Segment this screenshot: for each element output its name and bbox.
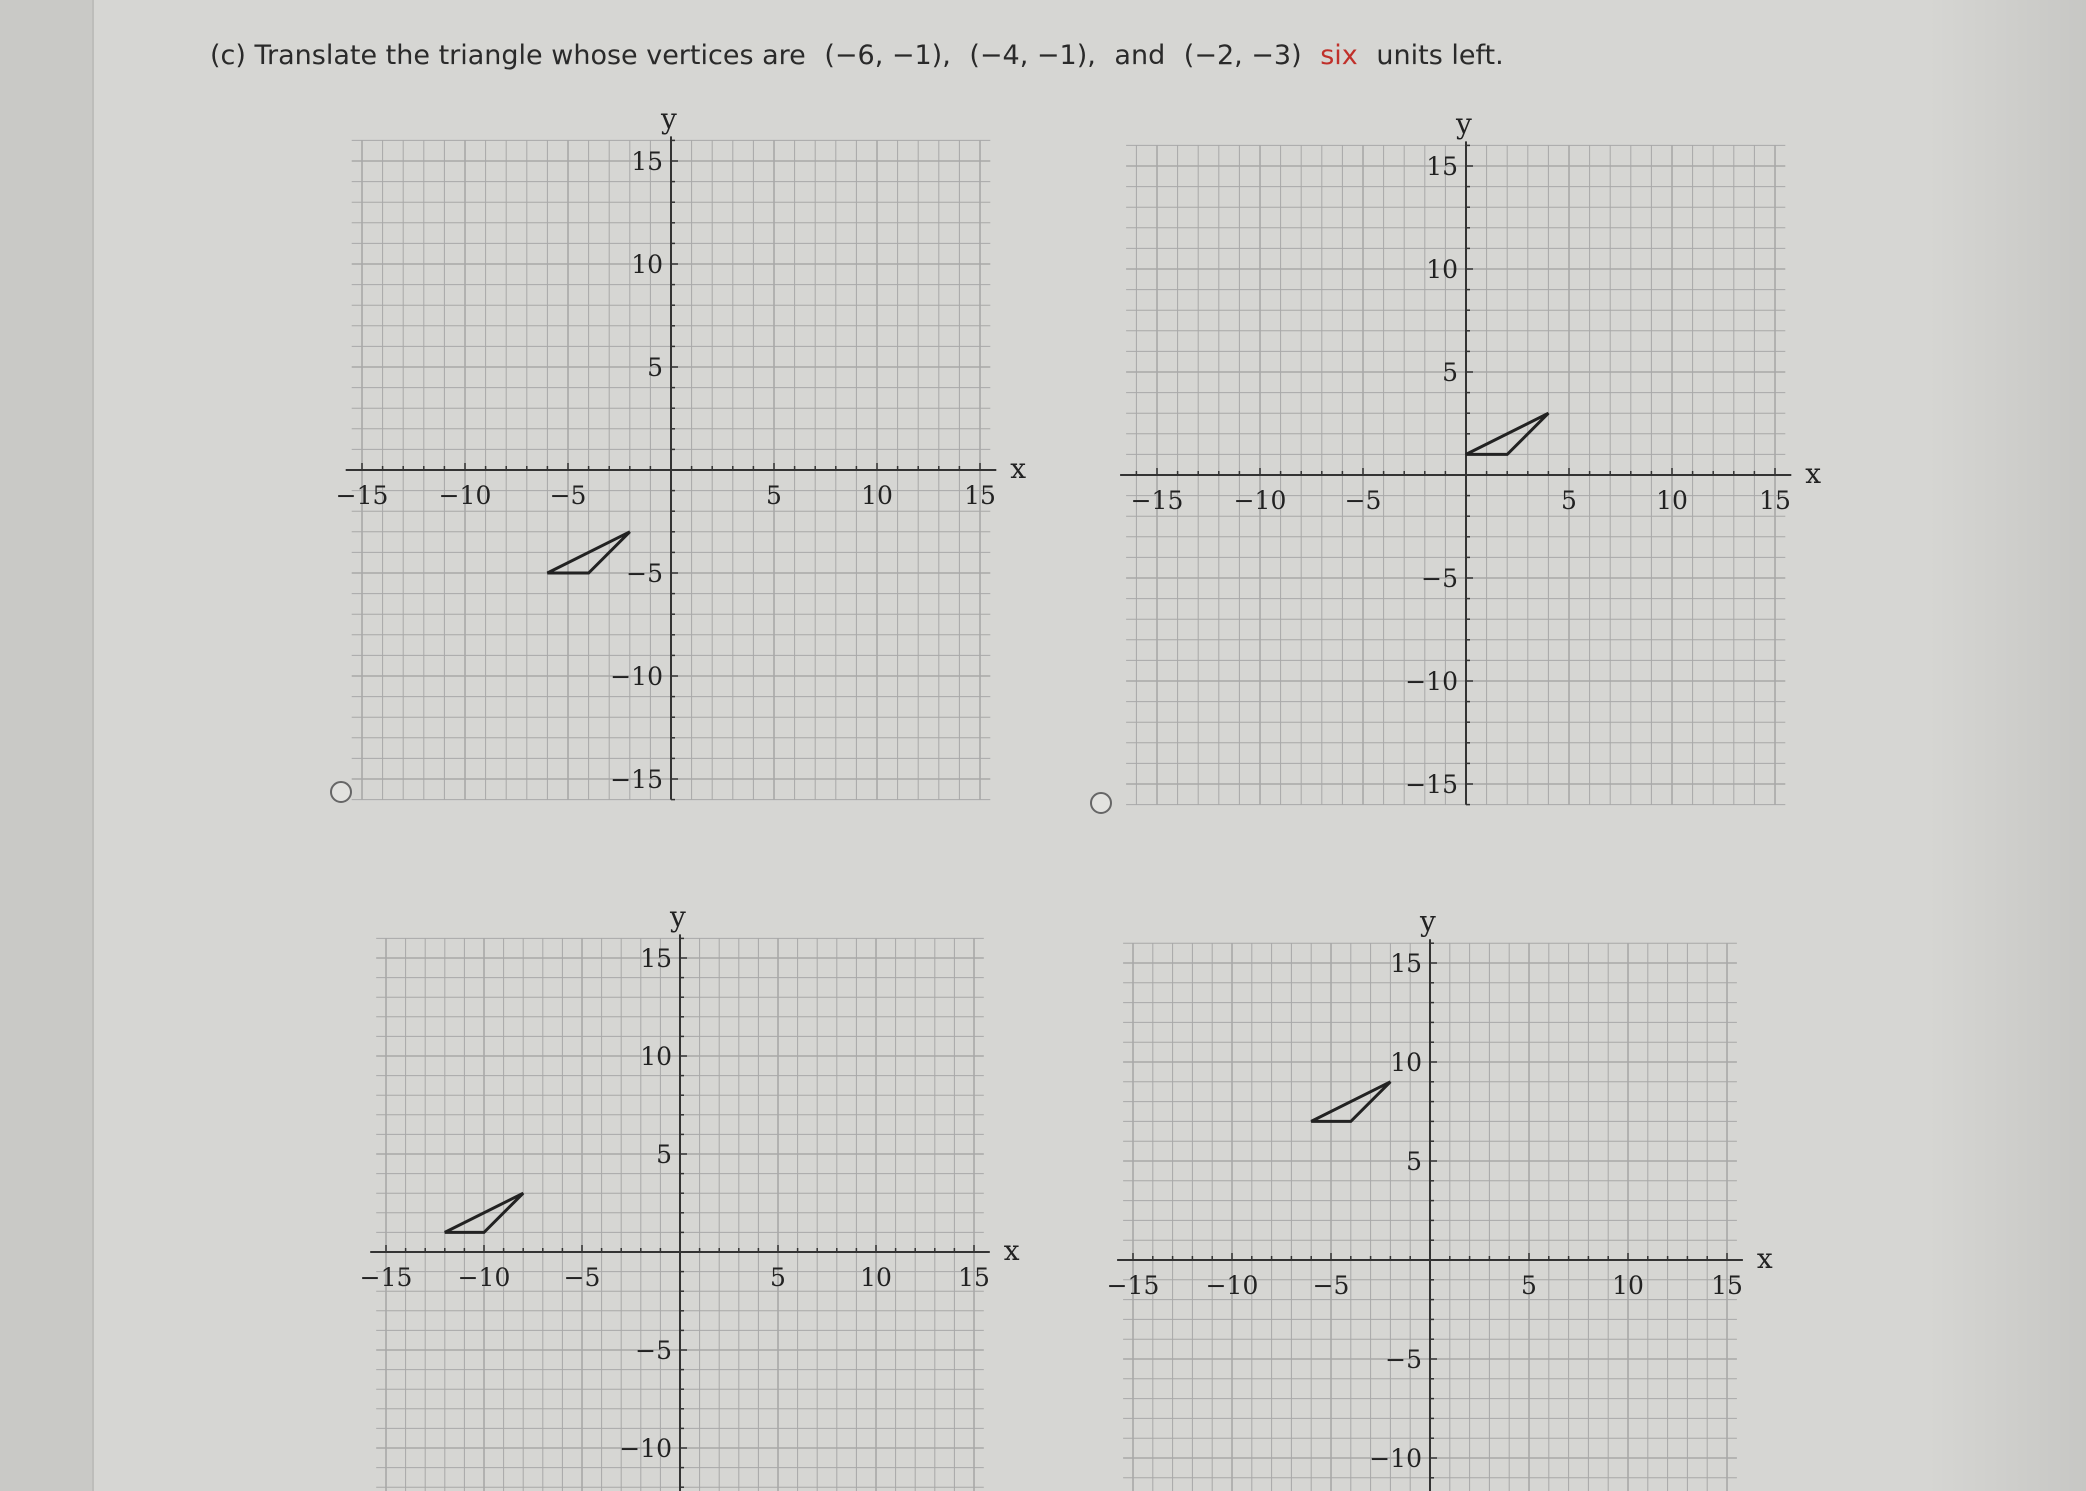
y-tick-label: −10 bbox=[1369, 1444, 1422, 1473]
x-tick-label: 5 bbox=[770, 1263, 786, 1292]
x-tick-label: 15 bbox=[1711, 1271, 1743, 1300]
x-tick-label: 10 bbox=[1612, 1271, 1644, 1300]
x-tick-label: 5 bbox=[1561, 486, 1577, 515]
option-b-graph bbox=[1115, 85, 1835, 825]
y-tick-label: −5 bbox=[626, 559, 663, 588]
vertex-3: (−2, −3) bbox=[1183, 40, 1302, 71]
x-axis-label: x bbox=[1003, 1234, 1020, 1267]
y-tick-label: −5 bbox=[635, 1336, 672, 1365]
question-text bbox=[210, 40, 1514, 71]
x-tick-label: 5 bbox=[1521, 1271, 1537, 1300]
y-tick-label: 10 bbox=[631, 250, 663, 279]
y-axis-label: y bbox=[661, 102, 677, 136]
vertex-2: (−4, −1), bbox=[969, 40, 1096, 71]
question-conjunction: and bbox=[1114, 40, 1166, 71]
option-b-radio[interactable] bbox=[1090, 792, 1112, 814]
y-tick-label: 15 bbox=[1426, 152, 1458, 181]
y-tick-label: 5 bbox=[647, 353, 663, 382]
x-tick-label: −5 bbox=[1344, 486, 1382, 515]
y-tick-label: −10 bbox=[1405, 667, 1458, 696]
option-d-graph bbox=[1100, 905, 1780, 1491]
y-tick-label: −15 bbox=[610, 765, 663, 794]
y-tick-label: 5 bbox=[1406, 1147, 1422, 1176]
x-tick-label: −5 bbox=[1312, 1271, 1350, 1300]
x-tick-label: −10 bbox=[438, 481, 492, 510]
y-axis-label: y bbox=[670, 900, 686, 934]
x-axis-label: x bbox=[1010, 452, 1027, 485]
y-tick-label: 15 bbox=[631, 147, 663, 176]
y-tick-label: 10 bbox=[1426, 255, 1458, 284]
x-tick-label: 10 bbox=[860, 1263, 892, 1292]
x-tick-label: 5 bbox=[766, 481, 782, 510]
y-axis-label: y bbox=[1420, 905, 1436, 939]
y-tick-label: −10 bbox=[619, 1434, 672, 1463]
vertex-1: (−6, −1), bbox=[824, 40, 951, 71]
y-axis-label: y bbox=[1456, 107, 1472, 141]
x-tick-label: −15 bbox=[1130, 486, 1184, 515]
x-tick-label: 15 bbox=[958, 1263, 990, 1292]
x-axis-label: x bbox=[1756, 1242, 1773, 1275]
y-tick-label: −10 bbox=[610, 662, 663, 691]
question-suffix: units left. bbox=[1376, 40, 1504, 71]
x-tick-label: −10 bbox=[457, 1263, 511, 1292]
right-shadow bbox=[1926, 0, 2086, 1491]
x-tick-label: −10 bbox=[1205, 1271, 1259, 1300]
x-tick-label: −15 bbox=[335, 481, 389, 510]
x-tick-label: 10 bbox=[1656, 486, 1688, 515]
x-tick-label: −5 bbox=[549, 481, 587, 510]
option-a-radio[interactable] bbox=[330, 781, 352, 803]
y-tick-label: 10 bbox=[640, 1042, 672, 1071]
x-axis-label: x bbox=[1805, 457, 1822, 490]
y-tick-label: 15 bbox=[1390, 949, 1422, 978]
translation-amount: six bbox=[1320, 40, 1358, 71]
y-tick-label: 15 bbox=[640, 944, 672, 973]
x-tick-label: −15 bbox=[359, 1263, 413, 1292]
x-tick-label: 10 bbox=[861, 481, 893, 510]
option-c-graph bbox=[360, 895, 1040, 1491]
x-tick-label: −15 bbox=[1106, 1271, 1160, 1300]
question-prefix: (c) Translate the triangle whose vertices are bbox=[210, 40, 806, 71]
x-tick-label: 15 bbox=[1759, 486, 1791, 515]
x-tick-label: 15 bbox=[964, 481, 996, 510]
y-tick-label: −5 bbox=[1385, 1345, 1422, 1374]
option-a-graph bbox=[335, 85, 1040, 825]
y-tick-label: 5 bbox=[656, 1140, 672, 1169]
y-tick-label: 10 bbox=[1390, 1048, 1422, 1077]
y-tick-label: −5 bbox=[1421, 564, 1458, 593]
y-tick-label: −15 bbox=[1405, 770, 1458, 799]
x-tick-label: −5 bbox=[563, 1263, 601, 1292]
y-tick-label: 5 bbox=[1442, 358, 1458, 387]
x-tick-label: −10 bbox=[1233, 486, 1287, 515]
left-margin-bar bbox=[0, 0, 94, 1491]
